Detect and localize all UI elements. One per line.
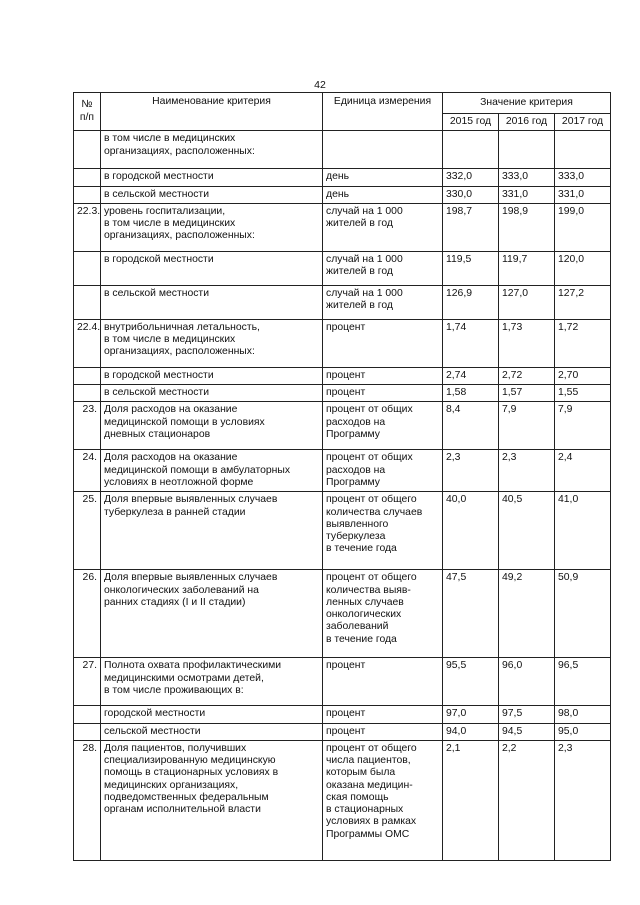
value-2017: 96,5 <box>555 658 611 706</box>
value-2015 <box>443 131 499 169</box>
value-2016: 1,73 <box>499 319 555 367</box>
criterion-name: Доля впервые выявленных случаев онкологических заболеваний на ранних стадиях (I и II стадии) <box>101 570 323 658</box>
unit-cell: процент <box>323 706 443 723</box>
table-row <box>74 186 611 203</box>
table-row <box>74 203 611 251</box>
table-row <box>74 319 611 367</box>
unit-cell: случай на 1 000 жителей в год <box>323 203 443 251</box>
unit-cell: процент <box>323 367 443 384</box>
unit-cell: день <box>323 169 443 186</box>
table-row <box>74 570 611 658</box>
table-row <box>74 131 611 169</box>
row-number <box>74 169 101 186</box>
value-2017: 2,70 <box>555 367 611 384</box>
row-number <box>74 367 101 384</box>
value-2015: 332,0 <box>443 169 499 186</box>
table-row <box>74 285 611 319</box>
value-2017: 1,72 <box>555 319 611 367</box>
criterion-name: в сельской местности <box>101 186 323 203</box>
criterion-name: Полнота охвата профилактическими медицинскими осмотрами детей, в том числе проживающих в: <box>101 658 323 706</box>
table-row <box>74 492 611 570</box>
value-2015: 40,0 <box>443 492 499 570</box>
value-2016: 96,0 <box>499 658 555 706</box>
row-number <box>74 285 101 319</box>
value-2016: 94,5 <box>499 723 555 740</box>
criterion-name: сельской местности <box>101 723 323 740</box>
value-2017: 331,0 <box>555 186 611 203</box>
table-row <box>74 706 611 723</box>
value-2016: 97,5 <box>499 706 555 723</box>
value-2017: 1,55 <box>555 385 611 402</box>
value-2017: 7,9 <box>555 402 611 450</box>
row-number: 22.4. <box>74 319 101 367</box>
value-2017: 333,0 <box>555 169 611 186</box>
unit-cell: процент <box>323 723 443 740</box>
value-2016: 2,2 <box>499 740 555 860</box>
table-row <box>74 367 611 384</box>
value-2017: 50,9 <box>555 570 611 658</box>
row-number <box>74 251 101 285</box>
row-number <box>74 131 101 169</box>
row-number: 26. <box>74 570 101 658</box>
row-number: 22.3. <box>74 203 101 251</box>
table-row <box>74 169 611 186</box>
value-2016: 198,9 <box>499 203 555 251</box>
value-2017: 98,0 <box>555 706 611 723</box>
value-2015: 2,3 <box>443 450 499 492</box>
table-row <box>74 385 611 402</box>
unit-cell: процент от общего количества случаев выявленного туберкулеза в течение года <box>323 492 443 570</box>
value-2017: 95,0 <box>555 723 611 740</box>
unit-cell: случай на 1 000 жителей в год <box>323 251 443 285</box>
criterion-name: в городской местности <box>101 169 323 186</box>
table-row <box>74 723 611 740</box>
value-2016: 119,7 <box>499 251 555 285</box>
value-2017: 199,0 <box>555 203 611 251</box>
value-2016: 7,9 <box>499 402 555 450</box>
value-2015: 1,74 <box>443 319 499 367</box>
criterion-name: Доля пациентов, получивших специализированную медицинскую помощь в стационарных условиях в медицинских организациях, подведомственных федеральным органам исполнительной власти <box>101 740 323 860</box>
unit-cell: процент <box>323 658 443 706</box>
value-2016: 2,72 <box>499 367 555 384</box>
value-2017: 2,4 <box>555 450 611 492</box>
row-number: 23. <box>74 402 101 450</box>
value-2015: 198,7 <box>443 203 499 251</box>
header-year-2016: 2016 год <box>499 114 555 131</box>
unit-cell: процент <box>323 319 443 367</box>
value-2016 <box>499 131 555 169</box>
criterion-name: городской местности <box>101 706 323 723</box>
row-number: 24. <box>74 450 101 492</box>
unit-cell <box>323 131 443 169</box>
unit-cell: случай на 1 000 жителей в год <box>323 285 443 319</box>
table-row <box>74 658 611 706</box>
value-2017 <box>555 131 611 169</box>
header-unit: Единица измерения <box>323 93 443 131</box>
criteria-table <box>73 92 611 861</box>
value-2017: 2,3 <box>555 740 611 860</box>
value-2017: 41,0 <box>555 492 611 570</box>
value-2016: 331,0 <box>499 186 555 203</box>
value-2015: 1,58 <box>443 385 499 402</box>
criterion-name: Доля впервые выявленных случаев туберкулеза в ранней стадии <box>101 492 323 570</box>
row-number: 28. <box>74 740 101 860</box>
row-number <box>74 186 101 203</box>
value-2015: 2,1 <box>443 740 499 860</box>
table-row <box>74 251 611 285</box>
criterion-name: в сельской местности <box>101 285 323 319</box>
value-2015: 2,74 <box>443 367 499 384</box>
criterion-name: Доля расходов на оказание медицинской помощи в условиях дневных стационаров <box>101 402 323 450</box>
criterion-name: в том числе в медицинских организациях, расположенных: <box>101 131 323 169</box>
header-criterion-name: Наименование критерия <box>101 93 323 131</box>
value-2016: 127,0 <box>499 285 555 319</box>
header-criterion-value: Значение критерия <box>443 93 611 114</box>
value-2016: 40,5 <box>499 492 555 570</box>
value-2015: 126,9 <box>443 285 499 319</box>
criterion-name: уровень госпитализации, в том числе в медицинских организациях, расположенных: <box>101 203 323 251</box>
row-number: 27. <box>74 658 101 706</box>
row-number <box>74 723 101 740</box>
unit-cell: процент от общих расходов на Программу <box>323 450 443 492</box>
row-number <box>74 706 101 723</box>
value-2015: 8,4 <box>443 402 499 450</box>
criterion-name: в городской местности <box>101 367 323 384</box>
row-number <box>74 385 101 402</box>
row-number: 25. <box>74 492 101 570</box>
table-row <box>74 402 611 450</box>
table-row <box>74 450 611 492</box>
value-2015: 119,5 <box>443 251 499 285</box>
table-row <box>74 740 611 860</box>
unit-cell: процент от общего числа пациентов, которым была оказана медицин- ская помощь в стационарных условиях в рамках Программы ОМС <box>323 740 443 860</box>
value-2015: 330,0 <box>443 186 499 203</box>
value-2017: 127,2 <box>555 285 611 319</box>
unit-cell: процент от общего количества выяв- ленных случаев онкологических заболеваний в течение года <box>323 570 443 658</box>
header-year-2017: 2017 год <box>555 114 611 131</box>
value-2015: 47,5 <box>443 570 499 658</box>
value-2015: 95,5 <box>443 658 499 706</box>
value-2015: 97,0 <box>443 706 499 723</box>
unit-cell: день <box>323 186 443 203</box>
criterion-name: внутрибольничная летальность, в том числе в медицинских организациях, расположенных: <box>101 319 323 367</box>
criterion-name: в городской местности <box>101 251 323 285</box>
value-2016: 2,3 <box>499 450 555 492</box>
value-2016: 333,0 <box>499 169 555 186</box>
criterion-name: Доля расходов на оказание медицинской помощи в амбулаторных условиях в неотложной форме <box>101 450 323 492</box>
value-2016: 1,57 <box>499 385 555 402</box>
page-number: 42 <box>314 79 326 91</box>
value-2015: 94,0 <box>443 723 499 740</box>
value-2016: 49,2 <box>499 570 555 658</box>
header-number: № п/п <box>74 93 101 131</box>
value-2017: 120,0 <box>555 251 611 285</box>
unit-cell: процент от общих расходов на Программу <box>323 402 443 450</box>
unit-cell: процент <box>323 385 443 402</box>
criterion-name: в сельской местности <box>101 385 323 402</box>
header-year-2015: 2015 год <box>443 114 499 131</box>
